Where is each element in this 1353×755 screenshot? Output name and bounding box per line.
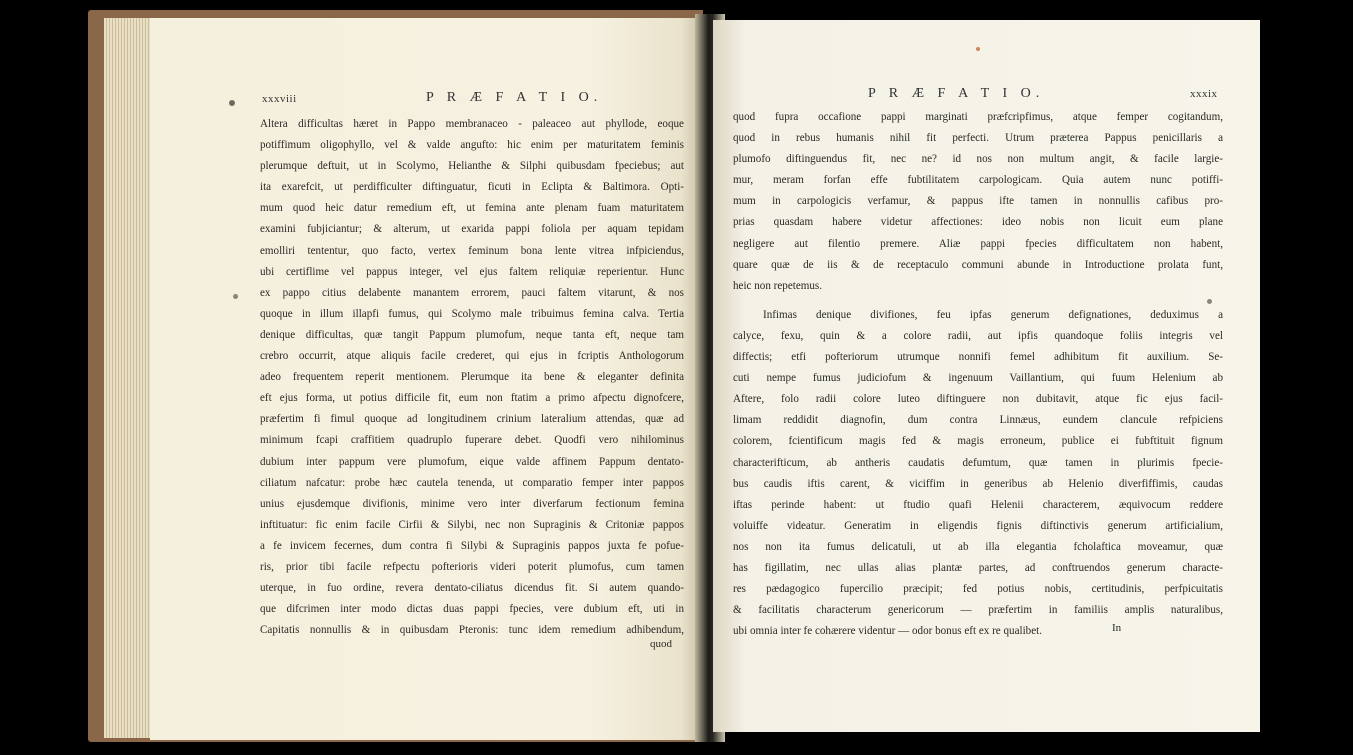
text-line: unius ejusdemque divifionis, minime vero inter diverfarum fectionum femina [260, 497, 684, 510]
text-line: dubium inter pappum vere plumofum, eique valde affinem Pappum dentato- [260, 455, 684, 468]
left-catchword: quod [650, 638, 672, 650]
text-line: examini fubjiciantur; & alterum, ut exarida pappi foliola per aquam tepidam [260, 223, 684, 236]
text-line: ubi omnia inter fe cohærere videntur — odor bonus eft ex re qualibet. [733, 625, 1042, 638]
text-line: Capitatis nonnullis & in quibusdam Pteronis: tunc idem remedium adhibendum, [260, 624, 684, 637]
text-line: ex pappo citius delabente manantem errorem, pauci faltem vitarunt, & nos [260, 286, 684, 299]
text-line: minimum fcapi craffitiem quadruplo fuperare debet. Quodfi vero nihilominus [260, 434, 684, 447]
text-line: colorem, fcientificum magis fed & magis erroneum, publice ei fubftituit fignum [733, 435, 1223, 448]
text-line: quod fupra occafione pappi marginati præfcripfimus, atque femper cogitandum, [733, 111, 1223, 123]
text-line: plerumque deftuit, ut in Scolymo, Helianthe & Silphi quibusdam fpeciebus; aut [260, 160, 684, 173]
left-page-number: xxxviii [262, 93, 297, 105]
text-line: adeo frequentem reperit mentionem. Plerumque ita bene & eleganter definita [260, 371, 684, 384]
text-line: crebro occurrit, atque aliquis facile crederet, qui ejus in fcriptis Anthologorum [260, 350, 684, 363]
left-body-text [260, 114, 684, 641]
page-edges [104, 18, 154, 738]
text-line: ciliatum nafcatur: probe hæc cautela tenenda, ut comparatio femper inter pappos [260, 476, 684, 489]
paragraph-gap [733, 297, 1223, 305]
text-line: inftituatur: fic enim facile Cirfii & Silybi, nec non Supraginis & Critoniæ pappos [260, 518, 684, 531]
text-line: cuti nempe fumus judiciofum & ingenuum Vaillantium, qui fuum Helenium ab [733, 372, 1223, 385]
text-line: mum in carpologicis verfamur, & pappus ifte tamen in nonnullis cafibus pro- [733, 195, 1223, 208]
text-line: iftas perinde habent: ut ftudio quafi Helenii characterem, æquivocum reddere [733, 498, 1223, 511]
text-line: emolliri tententur, quo facto, vertex feminum bona lente vitrea infpiciendus, [260, 244, 684, 257]
text-line: has figillatim, nec ullas alias plantæ partes, ad conftruendos generum characte- [733, 561, 1223, 574]
text-line: & facilitatis characterum genericorum — præfertim in familiis amplis naturalibus, [733, 604, 1223, 617]
text-line: characterifticum, ab antheris caudatis defumtum, quæ tamen in plurimis fpecie- [733, 456, 1223, 469]
paper-spot [233, 294, 238, 299]
text-line: quod in rebus humanis nihil fit perfecti. Utrum præterea Pappus penicillaris a [733, 132, 1223, 145]
paper-spot [976, 47, 980, 51]
text-line: plumofo diftinguendus fit, nec ne? id nos non multum angit, & facile largie- [733, 153, 1223, 166]
text-line: Altera difficultas hæret in Pappo membranaceo - paleaceo aut phyllode, eoque [260, 118, 684, 130]
right-catchword: In [1112, 622, 1122, 634]
text-line: voluiffe videatur. Generatim in eligendis fignis diftinctivis generum artificialium, [733, 519, 1223, 532]
text-line: prias quasdam habere videtur affectiones: ideo nobis non licuit eum plane [733, 216, 1223, 229]
text-line: potiffimum oligophyllo, vel & valde angufto: hic enim per maturitatem feminis [260, 139, 684, 152]
text-line: calyce, fexu, quin & a colore radii, aut ipfis quandoque foliis integris vel [733, 329, 1223, 342]
text-line: nos non ita fumus delicatuli, ut ab illa elegantia fcholaftica moveamur, quæ [733, 540, 1223, 553]
text-line: bus caudis iftis carent, & viciffim in generibus ab Helenio diverfiffimis, caudas [733, 477, 1223, 490]
text-line: negligere aut filentio premere. Aliæ pappi fpecies difficultatem non habent, [733, 237, 1223, 250]
text-line: ubi certiflime vel pappus integer, vel ejus faltem reliquiæ reperientur. Hunc [260, 265, 684, 278]
text-line: ita exarefcit, ut perdifficulter diftinguatur, ficuti in Eclipta & Baltimora. Opti- [260, 181, 684, 194]
text-line: res pædagogico fupercilio præcipit; fed potius nobis, certitudinis, perfpicuitatis [733, 583, 1223, 596]
text-line: diffectis; etfi pofteriorum utrumque nonnifi femel adhibitum fit auxilium. Se- [733, 351, 1223, 364]
text-line: que difcrimen inter modo dictas duas pappi fpecies, vere dubium eft, uti in [260, 603, 684, 616]
text-line: mur, meram forfan effe fubtilitatem carpologicam. Quia autem nunc potiffi- [733, 174, 1223, 187]
text-line: mum quod heic datur remedium eft, ut femina ante plenam fuam maturitatem [260, 202, 684, 215]
text-line: uterque, in fuo ordine, revera dentato-ciliatus dicendus fit. Si autem quando- [260, 582, 684, 595]
text-line: Aftere, folo radii colore luteo diftinguere non dubitavit, atque fic ejus facil- [733, 393, 1223, 406]
right-page-number: xxxix [1190, 88, 1218, 100]
text-line: denique difficultas, quæ tangit Pappum plumofum, neque tanta eft, neque tam [260, 328, 684, 341]
text-line: ris, prior tibi facile refpectu pofterioris videri poterit plumofus, cum tamen [260, 560, 684, 573]
paper-spot [229, 100, 235, 106]
text-line: a fe invicem fecernes, dum contra fi Silybi & Supraginis pappos juxta fe pofue- [260, 539, 684, 552]
text-line: eft ejus forma, ut potius difficile fit, eum non ftatim a primo afpectu dignofcere, [260, 392, 684, 405]
right-running-title: P R Æ F A T I O. [868, 86, 1045, 101]
text-line: limam reddidit diagnofin, dum contra Linnæus, eundem clancule refpiciens [733, 414, 1223, 427]
left-running-title: P R Æ F A T I O. [426, 90, 603, 105]
text-line: heic non repetemus. [733, 279, 823, 292]
text-line: quoque in illum illapfi fumus, qui Scolymo male tribuimus femina calva. Tertia [260, 307, 684, 320]
text-line: præfertim fi fimul quoque ad longitudinem crinium lateralium attendas, quæ ad [260, 413, 684, 426]
text-line: quare quæ de iis & de receptaculo communi abunde in Introductione prolata funt, [733, 258, 1223, 271]
right-body-text [733, 107, 1223, 642]
text-line: Infimas denique divifiones, feu ipfas generum defignationes, deduximus a [763, 308, 1223, 321]
